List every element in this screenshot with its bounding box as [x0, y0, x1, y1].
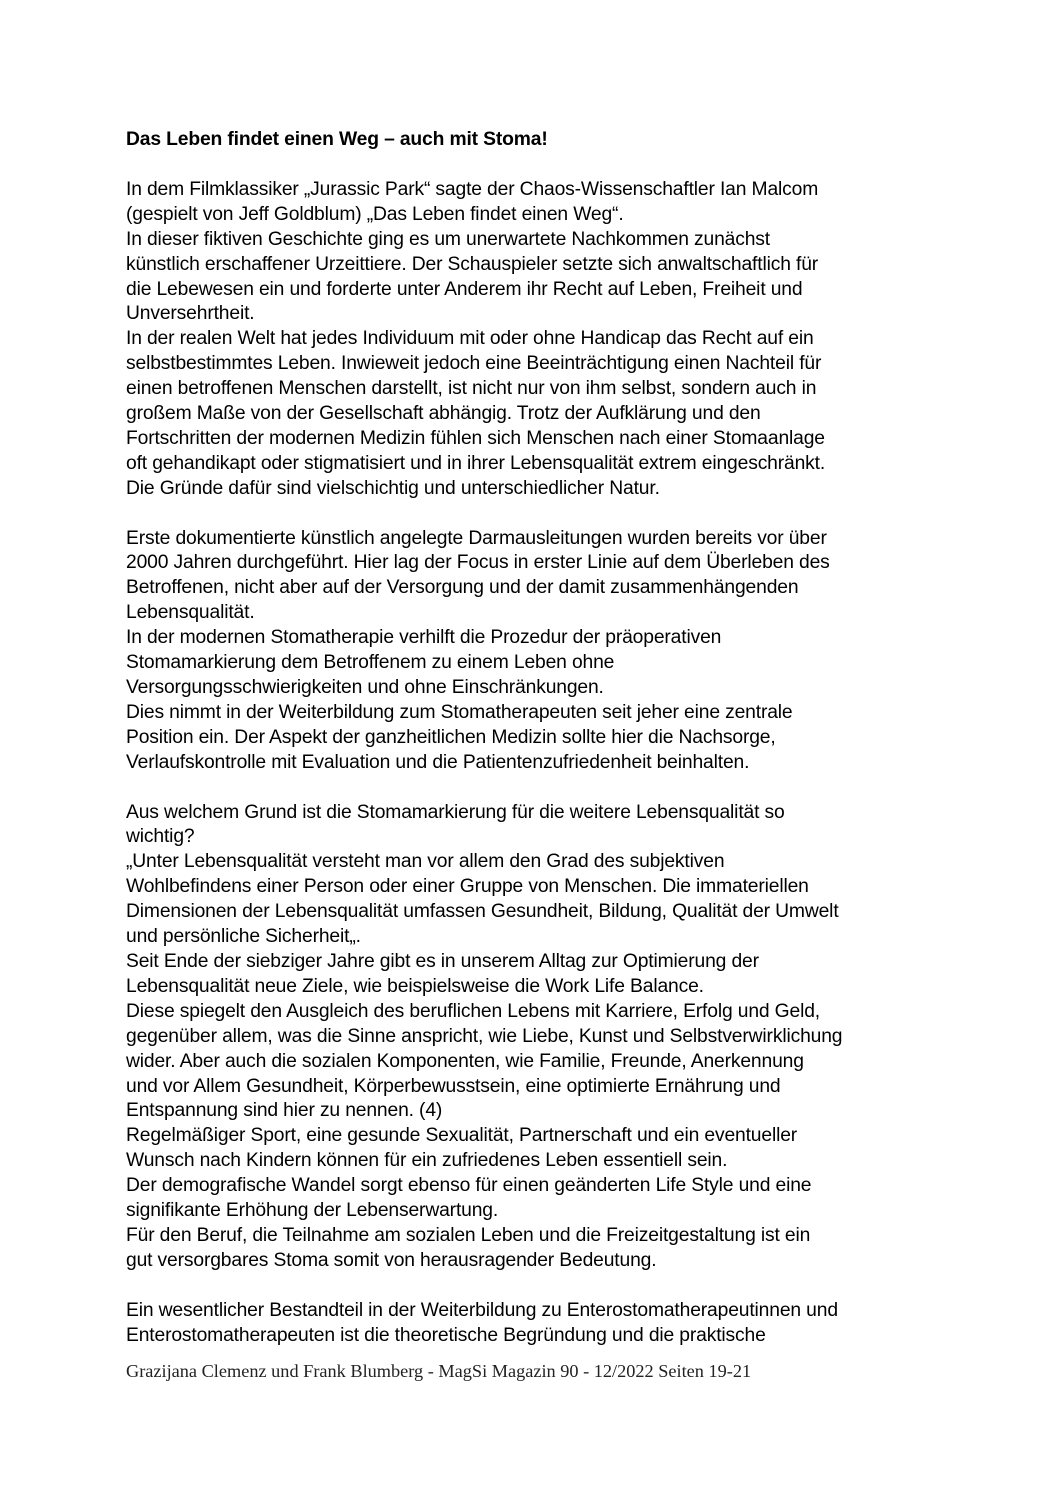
text-line: Position ein. Der Aspekt der ganzheitlichen Medizin sollte hier die Nachsorge, — [126, 726, 776, 748]
article-body — [126, 128, 946, 1348]
text-line: Der demografische Wandel sorgt ebenso für einen geänderten Life Style und eine — [126, 1175, 812, 1197]
text-line: und persönliche Sicherheit„. — [126, 926, 361, 948]
text-line: In der modernen Stomatherapie verhilft die Prozedur der präoperativen — [126, 627, 722, 649]
paragraph-intro — [126, 178, 946, 502]
text-line: wichtig? — [126, 826, 195, 848]
text-line: Diese spiegelt den Ausgleich des beruflichen Lebens mit Karriere, Erfolg und Geld, — [126, 1000, 821, 1022]
paragraph-history — [126, 527, 946, 776]
text-line: In der realen Welt hat jedes Individuum mit oder ohne Handicap das Recht auf ein — [126, 328, 814, 350]
text-line: gut versorgbares Stoma somit von herausragender Bedeutung. — [126, 1249, 657, 1271]
text-line: Regelmäßiger Sport, eine gesunde Sexualität, Partnerschaft und ein eventueller — [126, 1125, 798, 1147]
text-line: Verlaufskontrolle mit Evaluation und die Patientenzufriedenheit beinhalten. — [126, 751, 750, 773]
text-line: „Unter Lebensqualität versteht man vor allem den Grad des subjektiven — [126, 851, 725, 873]
text-line: Die Gründe dafür sind vielschichtig und unterschiedlicher Natur. — [126, 477, 660, 499]
text-line: Dimensionen der Lebensqualität umfassen Gesundheit, Bildung, Qualität der Umwelt — [126, 901, 839, 923]
text-line: Lebensqualität neue Ziele, wie beispielsweise die Work Life Balance. — [126, 975, 704, 997]
text-line: Betroffenen, nicht aber auf der Versorgung und der damit zusammenhängenden — [126, 577, 799, 599]
text-line: Aus welchem Grund ist die Stomamarkierung für die weitere Lebensqualität so — [126, 801, 785, 823]
text-line: Versorgungsschwierigkeiten und ohne Einschränkungen. — [126, 677, 604, 699]
article-title: Das Leben findet einen Weg – auch mit Stoma! — [126, 129, 548, 150]
text-line: Seit Ende der siebziger Jahre gibt es in unserem Alltag zur Optimierung der — [126, 950, 759, 972]
paragraph-training — [126, 1299, 946, 1349]
paragraph-gap — [126, 1274, 946, 1299]
text-line: Fortschritten der modernen Medizin fühlen sich Menschen nach einer Stomaanlage — [126, 427, 825, 449]
text-line: Enterostomatherapeuten ist die theoretische Begründung und die praktische — [126, 1324, 766, 1346]
text-line: Unversehrtheit. — [126, 303, 255, 325]
text-line: und vor Allem Gesundheit, Körperbewusstsein, eine optimierte Ernährung und — [126, 1075, 781, 1097]
text-line: gegenüber allem, was die Sinne anspricht, wie Liebe, Kunst und Selbstverwirklichung — [126, 1025, 843, 1047]
page-footer: Grazijana Clemenz und Frank Blumberg - MagSi Magazin 90 - 12/2022 Seiten 19-21 — [126, 1361, 752, 1381]
text-line: Wunsch nach Kindern können für ein zufriedenes Leben essentiell sein. — [126, 1150, 728, 1172]
text-line: Wohlbefindens einer Person oder einer Gruppe von Menschen. Die immateriellen — [126, 876, 809, 898]
text-line: Stomamarkierung dem Betroffenem zu einem Leben ohne — [126, 652, 615, 674]
paragraph-gap — [126, 502, 946, 527]
text-line: selbstbestimmtes Leben. Inwieweit jedoch eine Beeinträchtigung einen Nachteil für — [126, 353, 822, 375]
text-line: In dem Filmklassiker „Jurassic Park“ sagte der Chaos-Wissenschaftler Ian Malcom — [126, 178, 819, 200]
text-line: (gespielt von Jeff Goldblum) „Das Leben findet einen Weg“. — [126, 203, 624, 225]
text-line: signifikante Erhöhung der Lebenserwartung. — [126, 1200, 499, 1222]
text-line: Erste dokumentierte künstlich angelegte Darmausleitungen wurden bereits vor über — [126, 527, 827, 549]
text-line: In dieser fiktiven Geschichte ging es um unerwartete Nachkommen zunächst — [126, 228, 771, 250]
text-line: Dies nimmt in der Weiterbildung zum Stomatherapeuten seit jeher eine zentrale — [126, 701, 793, 723]
text-line: wider. Aber auch die sozialen Komponenten, wie Familie, Freunde, Anerkennung — [126, 1050, 804, 1072]
text-line: Ein wesentlicher Bestandteil in der Weiterbildung zu Enterostomatherapeutinnen und — [126, 1299, 838, 1321]
text-line: Für den Beruf, die Teilnahme am sozialen Leben und die Freizeitgestaltung ist ein — [126, 1224, 811, 1246]
text-line: 2000 Jahren durchgeführt. Hier lag der Focus in erster Linie auf dem Überleben des — [126, 552, 830, 574]
text-line: künstlich erschaffener Urzeittiere. Der Schauspieler setzte sich anwaltschaftlich für — [126, 253, 819, 275]
paragraph-quality-of-life — [126, 801, 946, 1274]
paragraph-gap — [126, 776, 946, 801]
text-line: die Lebewesen ein und forderte unter Anderem ihr Recht auf Leben, Freiheit und — [126, 278, 803, 300]
text-line: einen betroffenen Menschen darstellt, ist nicht nur von ihm selbst, sondern auch in — [126, 378, 817, 400]
text-line: Entspannung sind hier zu nennen. (4) — [126, 1100, 443, 1122]
text-line: oft gehandikapt oder stigmatisiert und in ihrer Lebensqualität extrem eingeschränkt. — [126, 452, 826, 474]
text-line: Lebensqualität. — [126, 602, 255, 624]
text-line: großem Maße von der Gesellschaft abhängig. Trotz der Aufklärung und den — [126, 403, 761, 425]
